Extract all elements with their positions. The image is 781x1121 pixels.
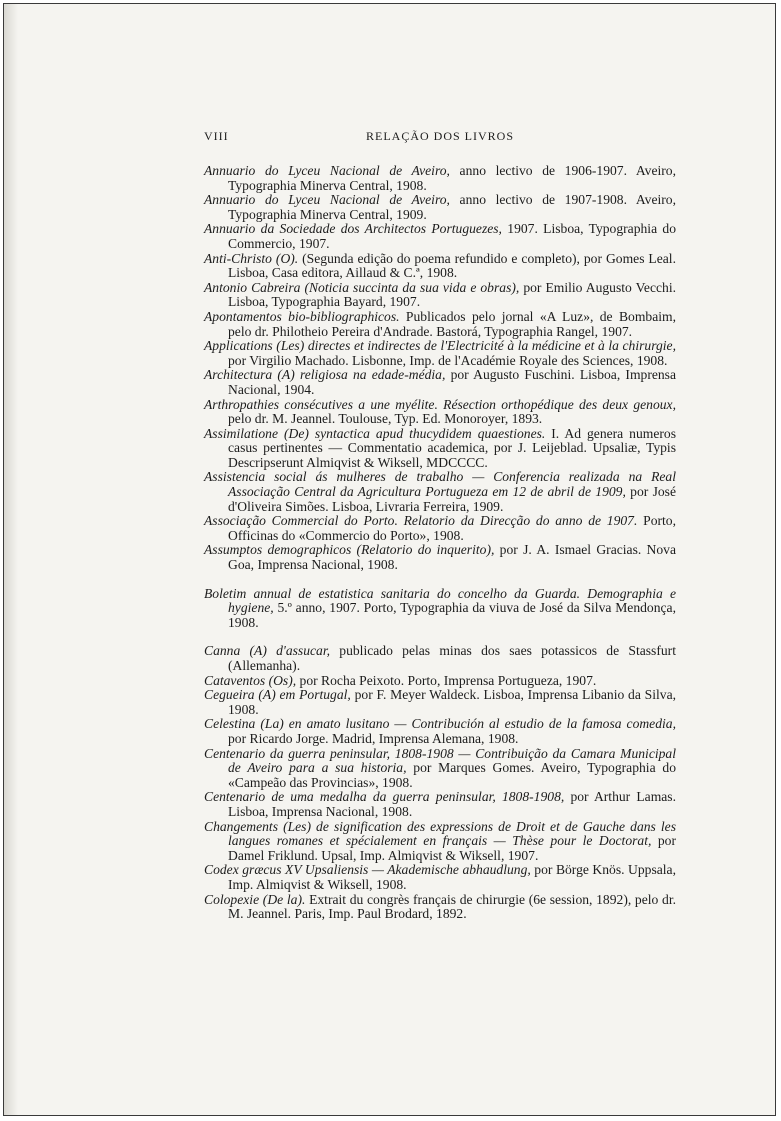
entry-title: Apontamentos bio-bibliographicos. [204, 308, 400, 324]
section-break [204, 573, 676, 587]
bibliography-entry [204, 281, 676, 310]
entry-details: por F. Meyer Waldeck. Lisboa, Imprensa Libanio da Silva, 1908. [228, 687, 676, 717]
bibliography-entry [204, 252, 676, 281]
entry-details: Extrait du congrès français de chirurgie (6e session, 1892), pelo dr. M. Jeannel. Paris, Imp. Paul Brodard, 1892. [228, 891, 676, 922]
bibliography-entry [204, 688, 676, 717]
section-break [204, 630, 676, 644]
entry-title: Associação Commercial do Porto. Relatorio da Direcção do anno de 1907. [204, 513, 638, 529]
entry-details: por Emilio Augusto Vecchi. Lisboa, Typographia Bayard, 1907. [228, 279, 676, 310]
entry-title: Applications (Les) directes et indirectes de l'Electricité à la médicine et à la chirurgie, [204, 338, 676, 354]
entry-title: Boletim annual de estatistica sanitaria do concelho da Guarda. Demographia e hygiene, [204, 585, 676, 616]
entry-title: Assumptos demographicos (Relatorio do inquerito), [204, 542, 495, 558]
bibliography-entry [204, 893, 676, 922]
entry-details: por J. A. Ismael Gracias. Nova Goa, Imprensa Nacional, 1908. [228, 542, 676, 573]
entry-details: por Damel Friklund. Upsal, Imp. Almiqvist & Wiksell, 1907. [228, 833, 676, 863]
bibliography-entry [204, 427, 676, 471]
entry-details: por Virgilio Machado. Lisbonne, Imp. de l'Académie Royale des Sciences, 1908. [228, 352, 668, 368]
entry-title: Changements (Les) de signification des expressions de Droit et de Gauche dans les langues romanes et spécialement en français — Thèse pour le Doctorat, [204, 818, 676, 849]
entry-details: Porto, Officinas do «Commercio do Porto», 1908. [228, 513, 676, 543]
bibliography-entry [204, 222, 676, 251]
entry-details: anno lectivo de 1907-1908. Aveiro, Typographia Minerva Central, 1909. [228, 192, 676, 222]
entry-title: Antonio Cabreira (Noticia succinta da sua vida e obras), [204, 279, 520, 295]
entry-details: 1907. Lisboa, Typographia do Commercio, 1907. [228, 221, 677, 251]
entry-title: Anti-Christo (O). [204, 250, 299, 266]
entry-details: por José d'Oliveira Simões. Lisboa, Livraria Ferreira, 1909. [228, 484, 676, 514]
bibliography-entry [204, 470, 676, 514]
entry-details: (Segunda edição do poema refundido e completo), por Gomes Leal. Lisboa, Casa editora, Aillaud & C.ª, 1908. [228, 250, 676, 281]
entry-title: Centenario de uma medalha da guerra peninsular, 1808-1908, [204, 789, 565, 805]
bibliography-entry [204, 747, 676, 791]
book-page [3, 3, 776, 1116]
entry-details: pelo dr. M. Jeannel. Toulouse, Typ. Ed. Monoroyer, 1893. [228, 411, 543, 427]
entry-title: Colopexie (De la). [204, 891, 306, 907]
entry-title: Architectura (A) religiosa na edade-média, [204, 367, 446, 383]
bibliography-entry [204, 543, 676, 572]
entry-details: Publicados pelo jornal «A Luz», de Bombaim, pelo dr. Philotheio Pereira d'Andrade. Bastorá, Typographia Rangel, 1907. [228, 308, 676, 339]
entry-title: Annuario do Lyceu Nacional de Aveiro, [204, 192, 450, 208]
entry-title: Centenario da guerra peninsular, 1808-1908 — Contribuição da Camara Municipal de Aveiro para a sua historia, [204, 745, 676, 776]
bibliography-entry [204, 193, 676, 222]
bibliography-entry [204, 368, 676, 397]
bibliography-entry [204, 339, 676, 368]
entry-title: Annuario da Sociedade dos Architectos Portuguezes, [204, 221, 502, 237]
entry-details: por Ricardo Jorge. Madrid, Imprensa Alemana, 1908. [228, 730, 519, 746]
bibliography-entry [204, 644, 676, 673]
entry-details: por Marques Gomes. Aveiro, Typographia do «Campeão das Provincias», 1908. [228, 760, 676, 790]
bibliography-entry [204, 310, 676, 339]
bibliography-entry [204, 820, 676, 864]
bibliography-entry [204, 164, 676, 193]
bibliography-entry [204, 790, 676, 819]
entry-details: publicado pelas minas dos saes potassicos de Stassfurt (Allemanha). [228, 643, 676, 673]
page-folio: VIII [204, 129, 229, 143]
entry-title: Cataventos (Os), [204, 672, 297, 688]
entry-details: por Rocha Peixoto. Porto, Imprensa Portugueza, 1907. [296, 672, 597, 688]
bibliography-entry [204, 674, 676, 689]
bibliography-entry [204, 863, 676, 892]
page-header [204, 129, 676, 145]
entry-details: por Augusto Fuschini. Lisboa, Imprensa Nacional, 1904. [228, 367, 676, 397]
entry-title: Celestina (La) en amato lusitano — Contribución al estudio de la famosa comedia, [204, 716, 676, 732]
entry-title: Arthropathies consécutives a une myélite. Résection orthopédique des deux genoux, [204, 396, 676, 412]
bibliography-entry [204, 717, 676, 746]
running-title: RELAÇÃO DOS LIVROS [365, 129, 514, 143]
page-edge-shadow [4, 4, 18, 1115]
entry-details: I. Ad genera numeros casus pertinentes — Commentatio academica, por J. Leijeblad. Upsaliæ, Typis Descripserunt Almiqvist & Wiksell, MDCCCC. [228, 425, 676, 470]
entry-title: Assistencia social ás mulheres de trabalho — Conferencia realizada na Real Associação Central da Agricultura Portugueza em 12 de abril de 1909, [204, 469, 676, 500]
entry-title: Codex græcus XV Upsaliensis — Akademische abhaudlung, [204, 862, 531, 878]
entry-title: Annuario do Lyceu Nacional de Aveiro, [204, 163, 450, 178]
entry-details: anno lectivo de 1906-1907. Aveiro, Typographia Minerva Central, 1908. [228, 163, 676, 193]
bibliography-entry [204, 587, 676, 631]
entry-title: Cegueira (A) em Portugal, [204, 687, 351, 703]
bibliography-list [204, 164, 676, 922]
entry-title: Assimilatione (De) syntactica apud thucydidem quaestiones. [204, 425, 546, 441]
entry-details: por Börge Knös. Uppsala, Imp. Almiqvist & Wiksell, 1908. [228, 862, 676, 892]
entry-details: por Arthur Lamas. Lisboa, Imprensa Nacional, 1908. [228, 789, 676, 819]
bibliography-entry [204, 398, 676, 427]
bibliography-entry [204, 514, 676, 543]
entry-title: Canna (A) d'assucar, [204, 643, 331, 659]
entry-details: 5.º anno, 1907. Porto, Typographia da viuva de José da Silva Mendonça, 1908. [228, 600, 676, 630]
